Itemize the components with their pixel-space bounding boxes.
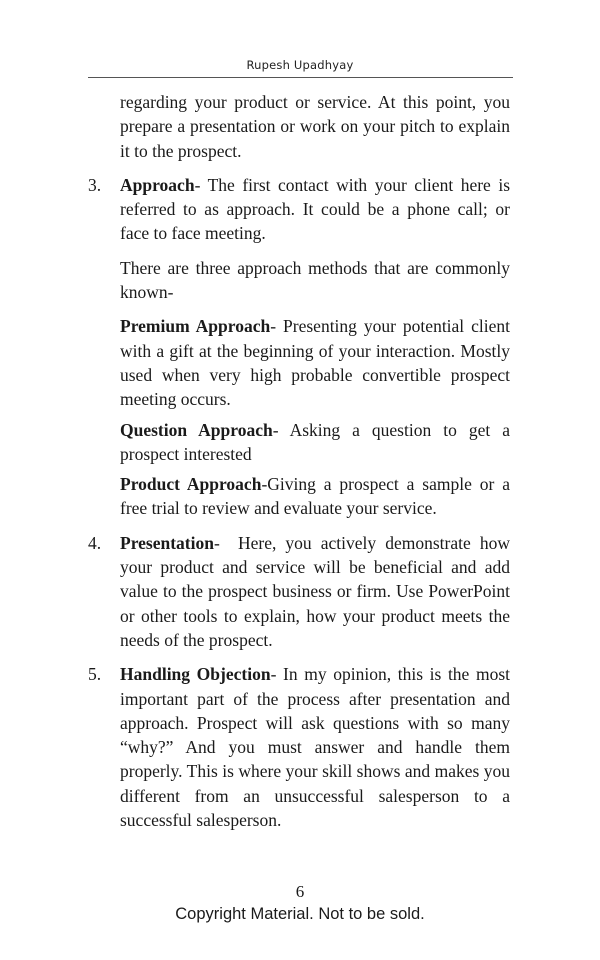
list-number: 3. — [88, 174, 102, 195]
page-body — [88, 90, 515, 832]
definition: - The first contact with your client here is referred to as approach. It could be a phone call; or face to face meeting. — [120, 174, 510, 244]
definition: - Here, you actively demonstrate how your product and service will be beneficial and add value to the prospect business or firm. Use PowerPoint or other tools to explain, how your product meets the needs of the prospect. — [120, 532, 515, 650]
term: Handling Objection — [120, 664, 271, 685]
definition: -Giving a prospect a sample or a free trial to review and evaluate your service. — [120, 474, 510, 519]
continuation-paragraph: regarding your product or service. At this point, you prepare a presentation or work on your pitch to explain it to the prospect. — [120, 92, 510, 161]
copyright-notice: Copyright Material. Not to be sold. — [175, 905, 425, 923]
approach-intro: There are three approach methods that are commonly known- — [120, 257, 510, 303]
method-question — [120, 418, 510, 467]
term: Presentation — [120, 532, 214, 553]
method-product — [120, 472, 510, 521]
list-item-text — [120, 173, 510, 246]
term: Premium Approach — [120, 316, 271, 337]
list-number: 5. — [88, 664, 102, 685]
list-item-text — [120, 662, 510, 832]
list-item-text — [120, 531, 515, 652]
definition: - Asking a question to get a prospect interested — [120, 419, 510, 464]
term: Question Approach — [120, 419, 273, 440]
running-header: Rupesh Upadhyay — [246, 58, 354, 72]
list-item-presentation — [88, 531, 515, 652]
term: Product Approach — [120, 474, 262, 495]
definition: - Presenting your potential client with a gift at the beginning of your interaction. Mostly used when very high probable convertible prospect meeting occurs. — [120, 316, 511, 410]
list-item-handling-objection — [88, 662, 510, 832]
term: Approach — [120, 174, 195, 195]
page-number: 6 — [295, 882, 305, 901]
header-rule — [88, 77, 513, 78]
method-premium — [120, 314, 510, 411]
definition: - In my opinion, this is the most important part of the process after presentation and approach. Prospect will ask questions with so many “why?” And you must answer and handle them properly. This is where your skill shows and makes you different from an unsuccessful salesperson to a successful salesperson. — [120, 664, 510, 831]
list-number: 4. — [88, 532, 102, 553]
list-item-approach — [88, 173, 510, 246]
